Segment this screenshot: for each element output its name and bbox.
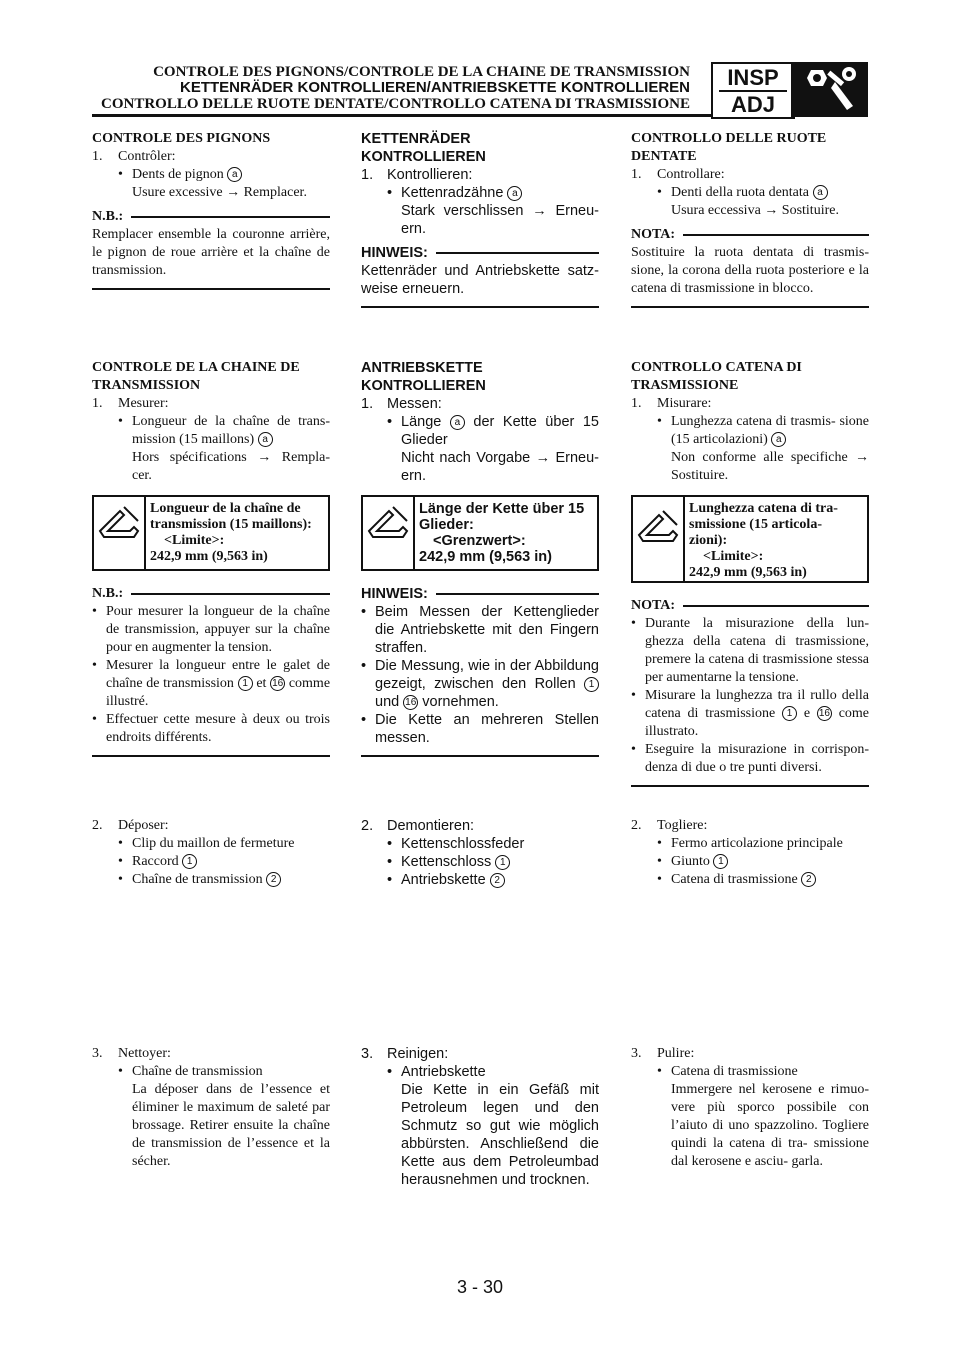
caliper-icon	[633, 497, 685, 581]
spec-line-4: <Limite>:	[703, 549, 764, 564]
clean-text: La déposer dans de l’essence et éliminer le maximum de saleté par brossage. Retirer ensuite la chaîne de transmission de l’essence et la sécher.	[132, 1082, 330, 1169]
fr-chain-title: CONTROLE DE LA CHAINE DE TRANSMISSION	[92, 360, 300, 393]
mark-16-icon: 16	[272, 678, 284, 689]
de-spec-box	[361, 495, 599, 571]
list-item: • Kettenschlossfeder	[387, 836, 525, 852]
de-chain-title: ANTRIEBSKETTE KONTROLLIEREN	[361, 360, 486, 394]
step-number: 2.	[361, 818, 374, 834]
de-sprocket-action: Stark verschlissen → Erneu- ern.	[401, 203, 599, 237]
note-item: • Durante la misurazione della lun- ghezza della catena di trasmissione, premere la catena di trasmissione stessa per aumentarne la tensione.	[631, 616, 869, 685]
step-label: Pulire:	[657, 1046, 695, 1061]
wrench-gear-icon	[791, 62, 868, 117]
mark-1-icon: 1	[713, 854, 728, 869]
it-remove-section	[631, 817, 869, 889]
spec-line-1: Länge der Kette über 15	[419, 501, 585, 517]
it-sprocket-title: CONTROLLO DELLE RUOTE DENTATE	[631, 131, 827, 164]
fr-remove-section	[92, 817, 330, 889]
column-fr	[92, 130, 330, 290]
note-title: HINWEIS:	[361, 586, 428, 602]
list-item: • Antriebskette	[387, 1064, 486, 1080]
note-text: Remplacer ensemble la couronne arrière, le pignon de roue arrière et la chaîne de transmission.	[92, 227, 330, 278]
note-item: • Beim Messen der Kettenglieder die Antriebskette mit den Fingern straffen.	[361, 604, 599, 656]
mark-1-icon: 1	[495, 855, 510, 870]
fr-chain-note	[92, 585, 330, 757]
note-item: • Die Kette an mehreren Stellen messen.	[361, 712, 599, 746]
spec-line-1: Longueur de la chaîne de	[150, 501, 301, 516]
step-number: 1.	[631, 167, 642, 182]
note-text: Sostituire la ruota dentata di trasmis- sione, la corona della ruota posteriore e la catena di trasmissione in blocco.	[631, 245, 869, 296]
list-item: • Giunto 1	[631, 853, 869, 871]
list-item: • Fermo articolazione principale	[657, 836, 843, 851]
note-title: N.B.:	[92, 209, 124, 224]
it-spec-box	[631, 495, 869, 583]
fr-chain-action: Hors spécifications → Rempla- cer.	[132, 450, 330, 483]
step-number: 3.	[92, 1046, 103, 1061]
column-it: CONTROLLO DELLE RUOTE DENTATE 1. Controllare: • Denti della ruota dentata a Usura eccessiva → Sostituire. NOTA: Sostituire la ruota dentata di trasmis- sione, la corona della ruota posteriore e la catena di trasmissione in blocco.	[631, 130, 869, 308]
mark-1-icon: 1	[182, 854, 197, 869]
spec-line-3: zioni):	[689, 533, 728, 548]
fr-clean-section	[92, 1045, 330, 1171]
list-item: • Clip du maillon de fermeture	[118, 836, 295, 851]
note-title: NOTA:	[631, 227, 676, 242]
bullet-text: Kettenradzähne	[401, 185, 504, 201]
page-number: 3 - 30	[456, 1277, 504, 1297]
mark-1-icon: 1	[584, 677, 599, 692]
step-label: Controllare:	[657, 167, 725, 182]
fr-sprocket-title: CONTROLE DES PIGNONS	[92, 131, 271, 146]
it-chain-note	[631, 597, 869, 787]
mark-a-icon: a	[450, 415, 465, 430]
mark-2-icon: 2	[801, 872, 816, 887]
column-de: KETTENRÄDER KONTROLLIEREN 1. Kontrollieren: • Kettenradzähne a Stark verschlissen → Erneu- ern. HINWEIS: Kettenräder und Antriebskette satz- weise erneuern.	[361, 130, 599, 308]
de-sprocket-note	[361, 244, 599, 308]
header-line-1: CONTROLE DES PIGNONS/CONTROLE DE LA CHAINE DE TRANSMISSION	[153, 64, 690, 80]
spec-line-3: <Grenzwert>:	[433, 533, 526, 549]
column-fr-chain	[92, 359, 330, 757]
note-text: Kettenräder und Antriebskette satz- weise erneuern.	[361, 263, 599, 297]
fr-chain-step	[92, 395, 330, 413]
note-title: N.B.:	[92, 586, 124, 601]
spec-line-4: 242,9 mm (9,563 in)	[150, 549, 268, 564]
mark-2-icon: 2	[490, 873, 505, 888]
fr-sprocket-action: Usure excessive → Remplacer.	[132, 185, 307, 200]
mark-1-icon: 1	[238, 676, 253, 691]
spec-line-3: <Limite>:	[164, 533, 225, 548]
caliper-icon	[363, 497, 415, 569]
spec-line-2: smissione (15 articola-	[689, 517, 822, 532]
list-item: • Catena di trasmissione 2	[631, 871, 869, 889]
note-item: • Pour mesurer la longueur de la chaîne de transmission, appuyer sur la chaîne pour en augmenter la tension.	[92, 604, 330, 655]
spec-line-2: transmission (15 maillons):	[150, 517, 312, 532]
step-number: 1.	[92, 396, 103, 411]
fr-sprocket-step	[92, 148, 330, 166]
bullet-text: Dents de pignon	[132, 167, 224, 182]
note-title: NOTA:	[631, 598, 676, 613]
de-sprocket-title: KETTENRÄDER KONTROLLIEREN	[361, 131, 486, 165]
de-clean-section	[361, 1045, 599, 1189]
de-chain-action: Nicht nach Vorgabe → Erneu- ern.	[401, 450, 599, 484]
spec-line-4: 242,9 mm (9,563 in)	[419, 549, 552, 565]
step-label: Mesurer:	[118, 396, 169, 411]
fr-sprocket-note	[92, 208, 330, 290]
list-item: • Kettenschloss 1	[361, 853, 599, 871]
it-clean-section	[631, 1045, 869, 1171]
spec-line-2: Glieder:	[419, 517, 474, 533]
mark-1-icon: 1	[782, 706, 797, 721]
spec-line-1: Lunghezza catena di tra-	[689, 501, 838, 516]
step-number: 3.	[631, 1046, 642, 1061]
mark-16-icon: 16	[818, 708, 830, 719]
step-label: Reinigen:	[387, 1046, 449, 1062]
column-it-chain: CONTROLLO CATENA DI TRASMISSIONE 1. Misurare: • Lunghezza catena di trasmis- sione (15 articolazioni) a Non conforme alle specifiche → Sostituire. Lunghezza catena di tra- smissione (15 articola- zioni): <Limite>: 242,9 mm (9,563 in) NOTA: • Durante la misurazione della lun- ghezza della catena di trasmissione, premere la catena di trasmissione stessa per aumentarne la tensione. • Misurare la lunghezza tra il rullo della catena di trasmissione 1 e 16 come illustrato. • Eseguire la misurazione in corrispon- denza di due o tre punti diversi.	[631, 359, 869, 787]
step-label: Nettoyer:	[118, 1046, 171, 1061]
badge-top-label: INSP	[727, 65, 779, 90]
step-label: Misurare:	[657, 396, 712, 411]
list-item: • Chaîne de transmission	[118, 1064, 263, 1079]
step-label: Togliere:	[657, 818, 708, 833]
bullet-dot: •	[118, 167, 123, 182]
note-item: • Die Messung, wie in der Abbildung gezeigt, zwischen den Rollen 1 und 16 vornehmen.	[361, 658, 599, 710]
step-number: 1.	[92, 149, 103, 164]
de-remove-section	[361, 817, 599, 889]
note-title: HINWEIS:	[361, 245, 428, 261]
step-number: 3.	[361, 1046, 374, 1062]
step-number: 1.	[361, 167, 374, 183]
fr-chain-bullet: • Longueur de la chaîne de trans- mission (15 maillons) a	[118, 414, 330, 447]
mark-16-icon: 16	[405, 697, 417, 708]
list-item: • Antriebskette 2	[361, 871, 599, 889]
step-number: 2.	[92, 818, 103, 833]
badge-bottom-label: ADJ	[730, 92, 775, 117]
header-line-3: CONTROLLO DELLE RUOTE DENTATE/CONTROLLO CATENA DI TRASMISSIONE	[100, 96, 690, 112]
header-line-2: KETTENRÄDER KONTROLLIEREN/ANTRIEBSKETTE KONTROLLIEREN	[180, 79, 690, 96]
note-item: • Misurare la lunghezza tra il rullo della catena di trasmissione 1 e 16 come illustrato.	[631, 688, 870, 739]
list-item: • Chaîne de transmission 2	[92, 871, 330, 889]
insp-adj-badge	[711, 62, 868, 117]
de-chain-note	[361, 585, 599, 757]
step-number: 2.	[631, 818, 642, 833]
step-number: 1.	[631, 396, 642, 411]
step-label: Contrôler:	[118, 149, 176, 164]
step-label: Demontieren:	[387, 818, 475, 834]
caliper-icon	[94, 497, 146, 569]
note-item: • Eseguire la misurazione in corrispon- denza di due o tre punti diversi.	[631, 742, 869, 775]
it-chain-action: Non conforme alle specifiche → Sostituire.	[671, 450, 869, 483]
it-sprocket-action: Usura eccessiva → Sostituire.	[671, 203, 839, 218]
fr-sprocket-bullet	[92, 166, 330, 184]
step-label: Messen:	[387, 396, 442, 412]
mark-a-icon: a	[258, 432, 273, 447]
it-sprocket-note	[631, 226, 869, 308]
clean-text: Immergere nel kerosene e rimuo- vere più sporco possibile con l’aiuto di uno spazzolino. Togliere quindi la catena di tra- smissione dal kerosene e asciu- garla.	[671, 1082, 869, 1169]
note-item: • Mesurer la longueur entre le galet de chaîne de transmission 1 et 16 comme illustré.	[92, 658, 331, 709]
list-item: • Catena di trasmissione	[657, 1064, 798, 1079]
bullet-text: Denti della ruota dentata	[671, 185, 809, 200]
mark-a-icon: a	[507, 186, 522, 201]
mark-a-icon: a	[813, 185, 828, 200]
it-chain-title: CONTROLLO CATENA DI TRASMISSIONE	[631, 360, 802, 393]
badge-tab	[711, 62, 795, 119]
mark-a-icon: a	[771, 432, 786, 447]
mark-a-icon: a	[227, 167, 242, 182]
spec-line-5: 242,9 mm (9,563 in)	[689, 565, 807, 580]
list-item: • Raccord 1	[92, 853, 330, 871]
clean-text: Die Kette in ein Gefäß mit Petroleum legen und den Schmutz so gut wie möglich abbürsten. Anschließend die Kette aus dem Petroleumbad herausnehmen und trocknen.	[401, 1082, 599, 1188]
fr-spec-box	[92, 495, 330, 571]
note-item: • Effectuer cette mesure à deux ou trois endroits différents.	[92, 712, 330, 745]
column-de-chain: ANTRIEBSKETTE KONTROLLIEREN 1. Messen: • Länge a der Kette über 15 Glieder Nicht nach Vorgabe → Erneu- ern. Länge der Kette über 15 Glieder: <Grenzwert>: 242,9 mm (9,563 in) HINWEIS: • Beim Messen der Kettenglieder die Antriebskette mit den Fingern straffen. • Die Messung, wie in der Abbildung gezeigt, zwischen den Rollen 1 und 16 vornehmen. • Die Kette an mehreren Stellen messen.	[361, 359, 599, 757]
step-number: 1.	[361, 396, 374, 412]
step-label: Kontrollieren:	[387, 167, 473, 183]
mark-2-icon: 2	[266, 872, 281, 887]
step-label: Déposer:	[118, 818, 169, 833]
bullet-text: Longueur de la chaîne de trans- mission (15 maillons)	[132, 414, 330, 447]
